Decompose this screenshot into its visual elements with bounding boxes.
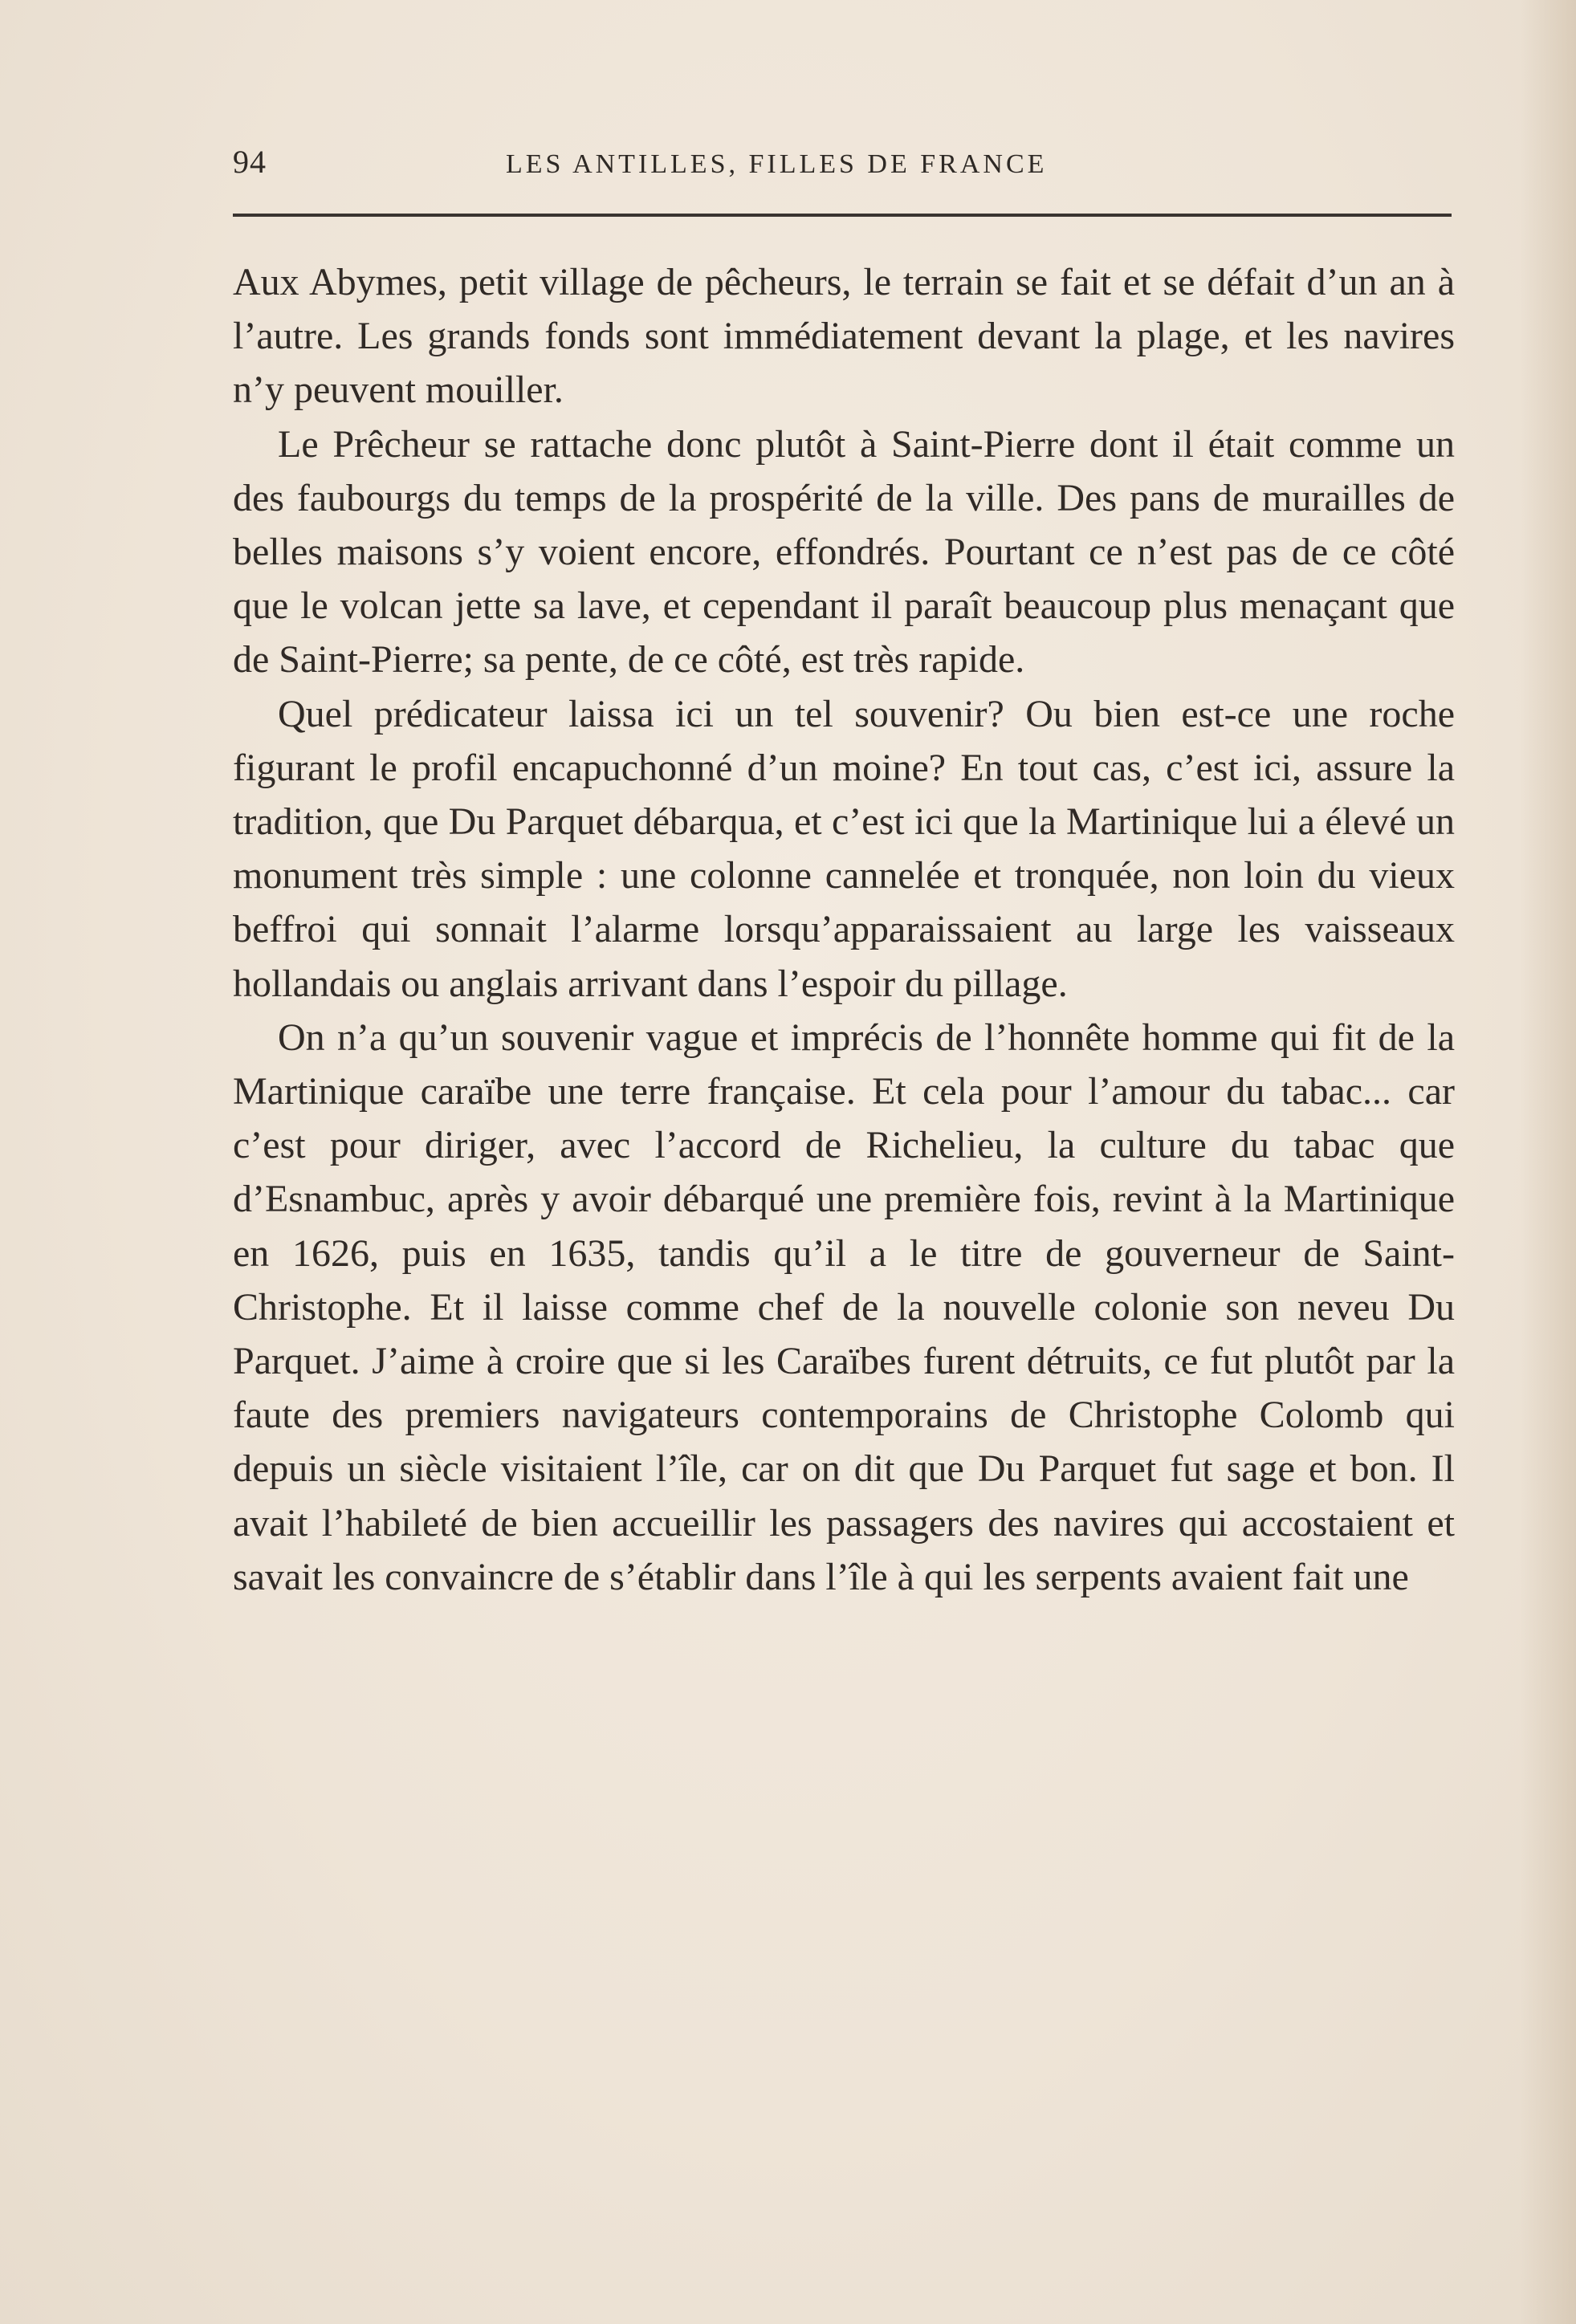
body-text bbox=[233, 255, 1455, 1604]
paragraph-1: Aux Abymes, petit village de pêcheurs, le terrain se fait et se défait d’un an à l’autre. Les grands fonds sont immédiatement devant la plage, et les navires n’y peuvent mouiller. bbox=[233, 261, 1455, 412]
running-title: LES ANTILLES, FILLES DE FRANCE bbox=[506, 149, 1048, 179]
running-header bbox=[233, 143, 1453, 191]
paragraph-3: Quel prédicateur laissa ici un tel souvenir? Ou bien est-ce une roche figurant le profil encapuchonné d’un moine? En tout cas, c’est ici, assure la tradition, que Du Parquet débarqua, et c’est ici que la Martinique lui a élevé un monument très simple : une colonne cannelée et tronquée, non loin du vieux beffroi qui sonnait l’alarme lorsqu’apparaissaient au large les vaisseaux hollandais ou anglais arrivant dans l’espoir du pillage. bbox=[233, 692, 1455, 1005]
header-rule bbox=[233, 214, 1452, 217]
page-number: 94 bbox=[233, 144, 267, 180]
page-edge-shadow bbox=[1520, 0, 1576, 2324]
paragraph-2: Le Prêcheur se rattache donc plutôt à Saint-Pierre dont il était comme un des faubourgs du temps de la prospérité de la ville. Des pans de murailles de belles maisons s’y voient encore, effondrés. Pourtant ce n’est pas de ce côté que le volcan jette sa lave, et cependant il paraît beaucoup plus menaçant que de Saint-Pierre; sa pente, de ce côté, est très rapide. bbox=[233, 422, 1455, 682]
paragraph-4: On n’a qu’un souvenir vague et imprécis de l’honnête homme qui fit de la Martinique caraïbe une terre française. Et cela pour l’amour du tabac... car c’est pour diriger, avec l’accord de Richelieu, la culture du tabac que d’Esnambuc, après y avoir débarqué une première fois, revint à la Martinique en 1626, puis en 1635, tandis qu’il a le titre de gouverneur de Saint-Christophe. Et il laisse comme chef de la nouvelle colonie son neveu Du Parquet. J’aime à croire que si les Caraïbes furent détruits, ce fut plutôt par la faute des premiers navigateurs contemporains de Christophe Colomb qui depuis un siècle visitaient l’île, car on dit que Du Parquet fut sage et bon. Il avait l’habileté de bien accueillir les passagers des navires qui accostaient et savait les convaincre de s’établir dans l’île à qui les serpents avaient fait une bbox=[233, 1015, 1455, 1598]
